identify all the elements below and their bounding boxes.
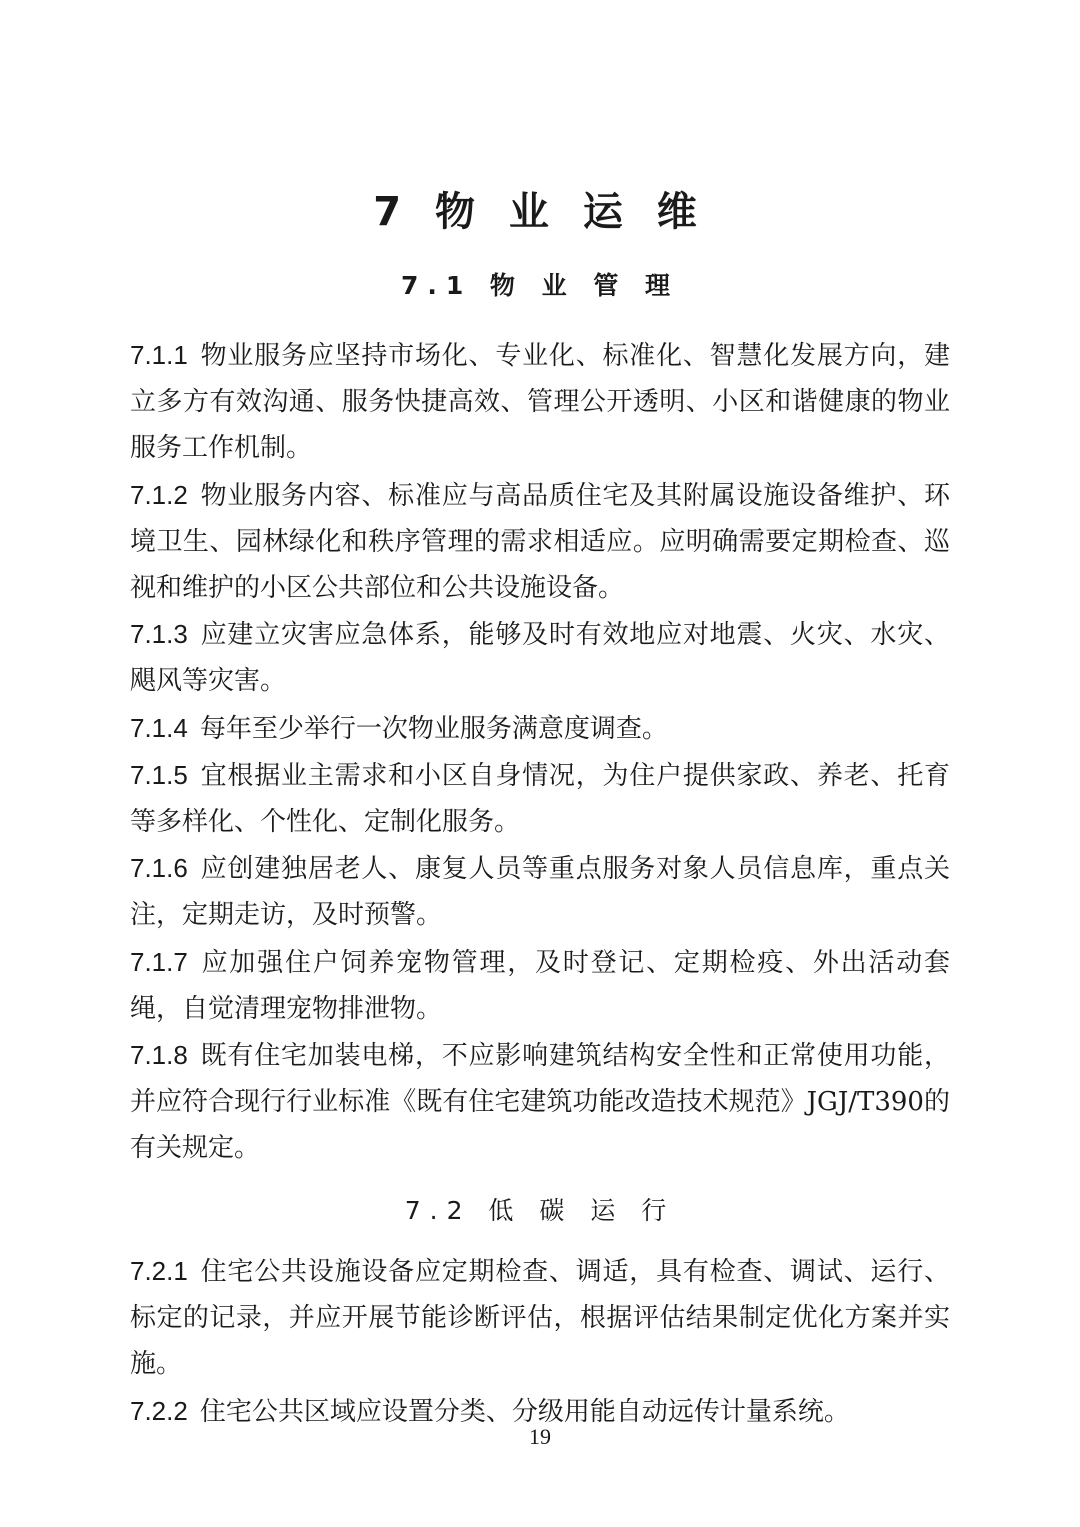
clause-text: 物业服务应坚持市场化、专业化、标准化、智慧化发展方向，建立多方有效沟通、服务快捷高效、管理公开透明、小区和谐健康的物业服务工作机制。 (130, 341, 950, 464)
clause-7-1-6 (130, 845, 950, 938)
clause-text: 应建立灾害应急体系，能够及时有效地应对地震、火灾、水灾、飓风等灾害。 (130, 620, 950, 697)
section-7-1-clauses (130, 332, 950, 1172)
chapter-title: 7 物 业 运 维 (373, 189, 707, 235)
clause-7-1-3 (130, 611, 950, 704)
clause-number: 7.2.2 (130, 1395, 188, 1426)
clause-7-1-7 (130, 939, 950, 1032)
clause-7-2-1 (130, 1248, 950, 1388)
section-title-7-1: 7.1 物 业 管 理 (400, 271, 680, 300)
clause-text: 应创建独居老人、康复人员等重点服务对象人员信息库，重点关注，定期走访，及时预警。 (130, 854, 950, 931)
clause-text: 物业服务内容、标准应与高品质住宅及其附属设施设备维护、环境卫生、园林绿化和秩序管理的需求相适应。应明确需要定期检查、巡视和维护的小区公共部位和公共设施设备。 (130, 480, 950, 604)
clause-number: 7.1.5 (130, 759, 188, 790)
clause-text: 住宅公共设施设备应定期检查、调适，具有检查、调试、运行、标定的记录，并应开展节能诊断评估，根据评估结果制定优化方案并实施。 (130, 1257, 950, 1380)
clause-number: 7.2.1 (130, 1256, 188, 1286)
clause-number: 7.1.8 (130, 1040, 188, 1071)
section-7-2-clauses (130, 1248, 950, 1435)
clause-number: 7.1.3 (130, 619, 188, 650)
clause-number: 7.1.6 (130, 853, 188, 884)
clause-number: 7.1.1 (130, 340, 188, 370)
clause-text: 宜根据业主需求和小区自身情况，为住户提供家政、养老、托育等多样化、个性化、定制化服务。 (130, 760, 950, 838)
clause-7-1-2 (130, 472, 950, 612)
clause-text: 住宅公共区域应设置分类、分级用能自动远传计量系统。 (199, 1396, 850, 1427)
clause-7-1-1 (130, 332, 950, 472)
clause-text: 既有住宅加装电梯，不应影响建筑结构安全性和正常使用功能，并应符合现行行业标准《既有住宅建筑功能改造技术规范》JGJ/T390的有关规定。 (130, 1041, 950, 1164)
page-number: 19 (529, 1424, 551, 1449)
clause-7-1-5 (130, 752, 950, 845)
clause-number: 7.1.7 (130, 946, 188, 977)
clause-7-1-8 (130, 1032, 950, 1172)
clause-number: 7.1.4 (130, 712, 188, 743)
section-title-7-2: 7.2 低 碳 运 行 (404, 1196, 676, 1225)
clause-text: 每年至少举行一次物业服务满意度调查。 (199, 713, 668, 744)
clause-text: 应加强住户饲养宠物管理，及时登记、定期检疫、外出活动套绳，自觉清理宠物排泄物。 (130, 947, 950, 1024)
clause-7-1-4 (130, 705, 950, 752)
clause-number: 7.1.2 (130, 479, 188, 510)
